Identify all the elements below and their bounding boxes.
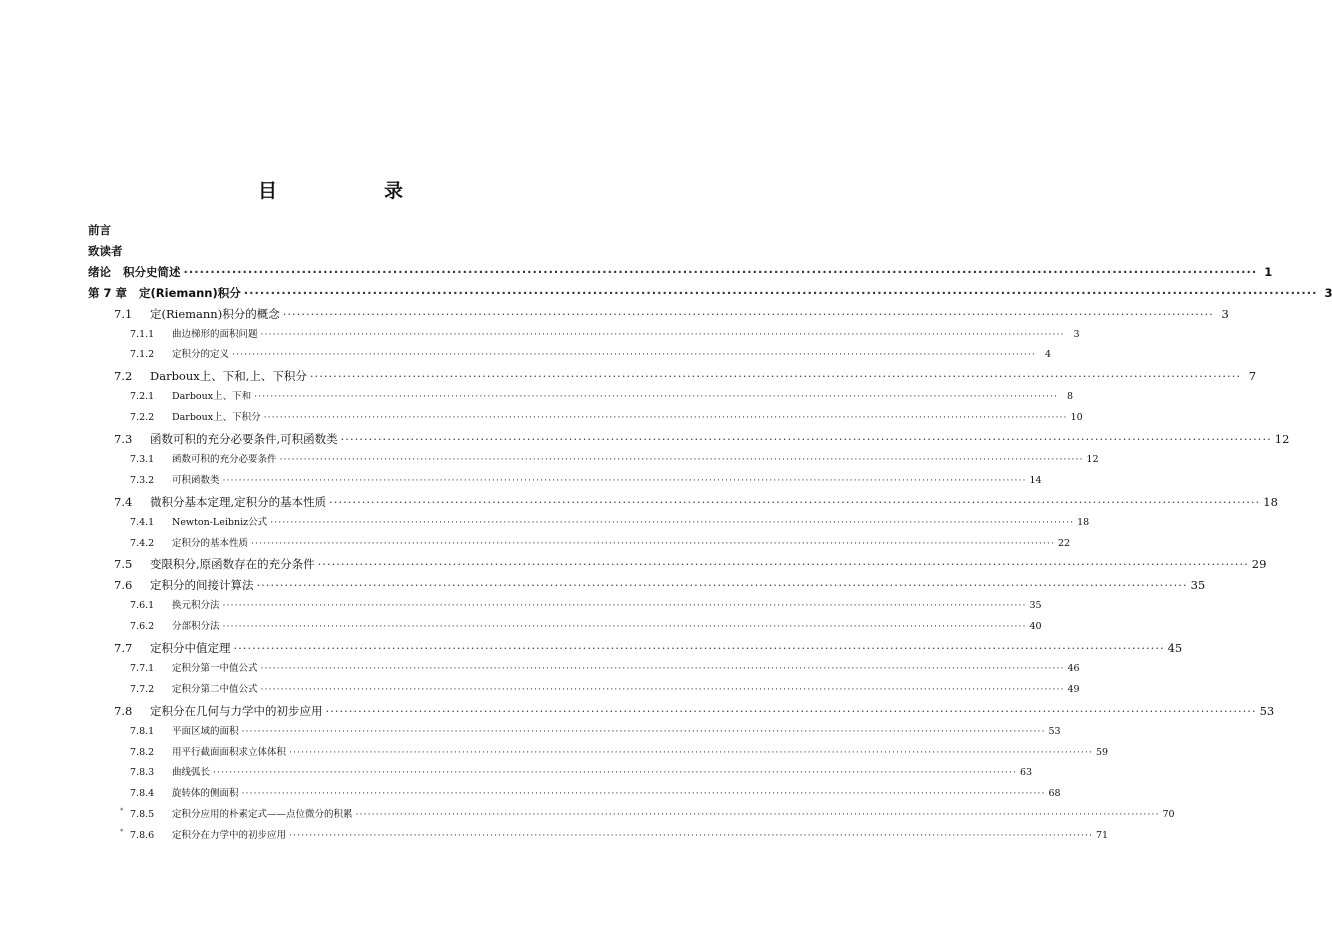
- toc-entry-page: 8: [1067, 391, 1074, 403]
- toc-entry-label: 用平行截面面积求立体体积: [172, 746, 287, 758]
- toc-entry[interactable]: [114, 554, 1267, 574]
- toc-entry-number: 7.1.2: [130, 349, 155, 361]
- toc-entry[interactable]: [114, 575, 1206, 595]
- toc-entry-label: 变限积分,原函数存在的充分条件: [150, 557, 315, 572]
- toc-entry-label: 定积分应用的朴素定式——点位微分的积累: [172, 809, 353, 821]
- toc-entry[interactable]: [130, 513, 1090, 533]
- toc-entry-page: 12: [1086, 453, 1099, 465]
- toc-entry-page: 18: [1263, 494, 1278, 509]
- toc-entry-number: 7.3.2: [130, 474, 155, 486]
- dot-leader: ········································································································································································································: [241, 788, 1046, 800]
- toc-entry-page: 22: [1057, 537, 1071, 549]
- toc-entry-number: 7.1.1: [130, 328, 155, 340]
- toc-entry-label: 定(Riemann)积分: [139, 285, 241, 300]
- toc-entry[interactable]: [130, 680, 1080, 700]
- dot-leader: ········································································································································································································: [232, 349, 1036, 361]
- toc-entry-page: 53: [1259, 703, 1275, 718]
- dot-leader: ········································································································································································································: [260, 328, 1065, 340]
- toc-entry[interactable]: [130, 659, 1080, 679]
- toc-entry-number: 7.1: [114, 306, 133, 321]
- toc-entry-number: 7.6.2: [130, 621, 155, 633]
- toc-entry-page: 40: [1029, 621, 1042, 633]
- toc-entry-page: 14: [1029, 474, 1042, 486]
- toc-entry-number: 7.7.2: [130, 683, 155, 695]
- toc-entry-number: 7.5: [114, 557, 133, 572]
- dot-leader: ········································································································································································································: [270, 516, 1075, 528]
- toc-entry-number: 7.2.1: [130, 391, 155, 403]
- toc-entry[interactable]: [88, 262, 1273, 282]
- toc-entry-number: 7.7: [114, 641, 133, 655]
- dot-leader: ········································································································································································································: [183, 264, 1258, 279]
- toc-entry[interactable]: [130, 345, 1051, 365]
- toc-entry[interactable]: [130, 387, 1074, 407]
- toc-entry-number: 第 7 章: [88, 285, 128, 300]
- toc-entry-number: 7.8.2: [130, 746, 155, 758]
- toc-entry-label: 函数可积的充分必要条件: [172, 453, 277, 465]
- toc-entry-page: 70: [1162, 809, 1175, 821]
- toc-entry[interactable]: [120, 826, 1109, 846]
- toc-entry-number: 7.8.3: [130, 767, 155, 779]
- dot-leader: ········································································································································································································: [263, 412, 1068, 424]
- dot-leader: ········································································································································································································: [256, 578, 1188, 593]
- dot-leader: ········································································································································································································: [325, 703, 1257, 718]
- toc-entry[interactable]: [130, 763, 1033, 783]
- toc-entry-page: 49: [1067, 683, 1080, 695]
- toc-entry-number: 7.4.2: [130, 537, 155, 549]
- toc-entry[interactable]: [88, 220, 575, 240]
- toc-entry-label: 微积分基本定理,定积分的基本性质: [150, 494, 327, 509]
- toc-entry-label: 致读者: [88, 243, 123, 258]
- toc-entry-page: 4: [1044, 349, 1051, 361]
- toc-entry-page: 71: [1095, 830, 1109, 842]
- toc-entry-page: 59: [1095, 746, 1109, 758]
- toc-entry-number: 7.8.6: [130, 830, 155, 842]
- toc-entry-label: 定积分的基本性质: [172, 537, 249, 549]
- dot-leader: ········································································································································································································: [340, 432, 1272, 446]
- toc-entry-label: Darboux上、下和: [172, 391, 252, 403]
- toc-entry-page: 63: [1019, 767, 1033, 779]
- toc-entry[interactable]: [130, 534, 1071, 554]
- toc-entry[interactable]: [114, 638, 1183, 658]
- toc-entry[interactable]: [130, 743, 1109, 763]
- toc-entry-label: 积分史简述: [123, 264, 181, 279]
- dot-leader: ········································································································································································································: [233, 641, 1165, 655]
- toc-entry-label: 曲边梯形的面积问题: [172, 328, 258, 340]
- toc-entry-label: Newton-Leibniz公式: [172, 516, 268, 528]
- dot-leader: ········································································································································································································: [309, 369, 1242, 384]
- dot-leader: ········································································································································································································: [251, 537, 1055, 549]
- toc-entry[interactable]: [88, 241, 575, 261]
- dot-leader: ········································································································································································································: [279, 453, 1084, 465]
- dot-leader: ········································································································································································································: [355, 809, 1160, 821]
- toc-entry-label: 旋转体的侧面积: [172, 788, 239, 800]
- toc-entry-number: 7.8: [114, 703, 133, 718]
- toc-entry[interactable]: [130, 450, 1099, 470]
- toc-entry-label: 定积分中值定理: [150, 641, 231, 655]
- toc-entry[interactable]: [114, 304, 1229, 324]
- dot-leader: ········································································································································································································: [329, 494, 1261, 509]
- page-title: 目 录: [257, 180, 447, 202]
- toc-entry-page: 29: [1251, 557, 1267, 572]
- toc-entry-page: 46: [1067, 662, 1080, 674]
- toc-entry-number: 7.6: [114, 578, 133, 593]
- toc-entry-number: 7.8.1: [130, 725, 155, 737]
- toc-entry-label: 定(Riemann)积分的概念: [150, 306, 280, 321]
- toc-entry-label: 前言: [88, 223, 111, 237]
- toc-entry[interactable]: [130, 596, 1042, 616]
- toc-entry-number: 7.8.4: [130, 788, 155, 800]
- toc-entry-page: 3: [1221, 306, 1229, 321]
- dot-leader: ········································································································································································································: [289, 830, 1093, 842]
- toc-entry-number: 7.4: [114, 494, 133, 509]
- toc-entry[interactable]: [130, 617, 1042, 637]
- toc-entry-label: 定积分第二中值公式: [172, 683, 258, 695]
- dot-leader: ········································································································································································································: [260, 662, 1065, 674]
- toc-entry-page: 68: [1048, 788, 1061, 800]
- optional-section-mark: *: [120, 807, 124, 816]
- toc-entry-label: 换元积分法: [172, 600, 220, 612]
- toc-entry[interactable]: [114, 429, 1290, 449]
- toc-entry-label: 定积分在力学中的初步应用: [172, 830, 287, 842]
- toc-entry-page: 12: [1274, 432, 1290, 446]
- toc-entry-number: 7.2.2: [130, 412, 155, 424]
- toc-entry-number: 7.3.1: [130, 453, 155, 465]
- dot-leader: ········································································································································································································: [241, 725, 1046, 737]
- toc-entry[interactable]: [120, 805, 1175, 825]
- toc-entry-label: 定积分的间接计算法: [150, 578, 254, 593]
- toc-entry-number: 7.2: [114, 369, 133, 384]
- toc-entry-number: 7.3: [114, 432, 133, 446]
- dot-leader: ········································································································································································································: [222, 600, 1027, 612]
- toc-entry-page: 18: [1077, 516, 1090, 528]
- toc-entry-page: 1: [1264, 264, 1273, 279]
- toc-entry-page: 3: [1073, 328, 1080, 340]
- toc-entry-page: 35: [1190, 578, 1206, 593]
- dot-leader: ········································································································································································································: [243, 285, 1318, 300]
- toc-entry-page: 53: [1048, 725, 1061, 737]
- dot-leader: ········································································································································································································: [254, 391, 1059, 403]
- dot-leader: ········································································································································································································: [289, 746, 1093, 758]
- toc-entry[interactable]: [130, 471, 1042, 491]
- toc-entry-number: 7.7.1: [130, 662, 155, 674]
- toc-entry-number: 7.4.1: [130, 516, 155, 528]
- toc-entry[interactable]: [88, 283, 1332, 303]
- toc-entry-label: Darboux上、下和,上、下积分: [150, 369, 307, 384]
- toc-entry-label: Darboux上、下积分: [172, 412, 261, 424]
- toc-entry[interactable]: [130, 784, 1061, 804]
- optional-section-mark: *: [120, 828, 124, 837]
- toc-entry-label: 曲线弧长: [172, 767, 211, 779]
- toc-entry-page: 10: [1070, 412, 1083, 424]
- toc-entry[interactable]: [114, 492, 1278, 512]
- toc-entry[interactable]: [114, 366, 1257, 386]
- dot-leader: ········································································································································································································: [282, 306, 1214, 321]
- dot-leader: ········································································································································································································: [213, 767, 1017, 779]
- toc-entry-number: 7.6.1: [130, 600, 155, 612]
- toc-entry-page: 35: [1029, 600, 1042, 612]
- dot-leader: ········································································································································································································: [222, 474, 1027, 486]
- toc-entry-label: 函数可积的充分必要条件,可积函数类: [150, 432, 338, 446]
- toc-entry-page: 45: [1167, 641, 1183, 655]
- toc-entry[interactable]: [130, 325, 1080, 345]
- toc-entry-label: 定积分的定义: [172, 349, 230, 361]
- dot-leader: ········································································································································································································: [317, 557, 1249, 572]
- toc-entry-page: 7: [1248, 369, 1257, 384]
- dot-leader: ········································································································································································································: [222, 621, 1027, 633]
- toc-entry-label: 定积分第一中值公式: [172, 662, 258, 674]
- toc-entry-number: 绪论: [88, 264, 111, 279]
- toc-entry-label: 平面区域的面积: [172, 725, 239, 737]
- toc-entry-label: 可积函数类: [172, 474, 220, 486]
- toc-entry-number: 7.8.5: [130, 809, 155, 821]
- toc-entry[interactable]: [130, 722, 1061, 742]
- toc-entry-label: 定积分在几何与力学中的初步应用: [150, 703, 323, 718]
- toc-entry[interactable]: [130, 408, 1083, 428]
- toc-entry-page: 3: [1324, 285, 1332, 300]
- toc-entry[interactable]: [114, 701, 1275, 721]
- toc-entry-label: 分部积分法: [172, 621, 220, 633]
- dot-leader: ········································································································································································································: [260, 683, 1065, 695]
